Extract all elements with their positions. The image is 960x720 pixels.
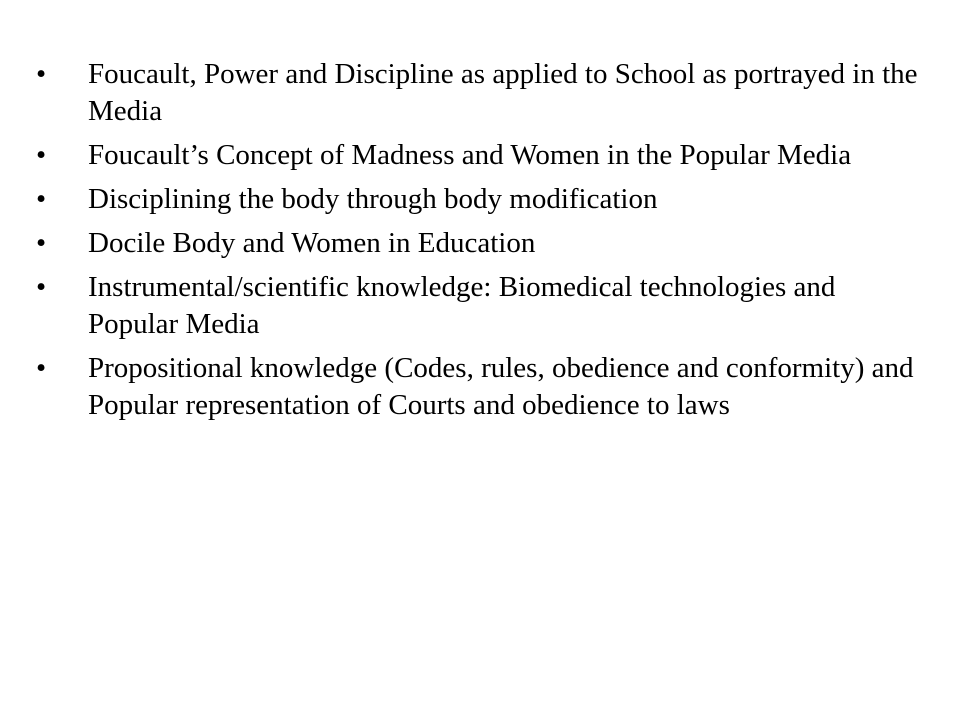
bullet-item-3: [0, 181, 960, 218]
bullet-item-5: [0, 269, 960, 343]
bullet-item-6: [0, 350, 960, 424]
bullet-text: Disciplining the body through body modification: [88, 183, 658, 215]
bullet-text: Instrumental/scientific knowledge: Biomedical technologies and Popular Media: [88, 271, 836, 340]
bullet-mark: •: [36, 227, 47, 259]
bullet-text: Docile Body and Women in Education: [88, 227, 536, 259]
bullet-text: Foucault, Power and Discipline as applied to School as portrayed in the Media: [88, 58, 918, 127]
bullet-item-1: [0, 56, 960, 130]
bullet-mark: •: [36, 352, 47, 384]
bullet-item-4: [0, 225, 960, 262]
bullet-mark: •: [36, 271, 47, 303]
bullet-mark: •: [36, 183, 47, 215]
bullet-mark: •: [36, 58, 47, 90]
bullet-text: Foucault’s Concept of Madness and Women in the Popular Media: [88, 139, 852, 171]
bullet-text: Propositional knowledge (Codes, rules, obedience and conformity) and Popular representation of Courts and obedience to laws: [88, 352, 914, 421]
bullet-list: [0, 56, 960, 431]
bullet-item-2: [0, 137, 960, 174]
bullet-mark: •: [36, 139, 47, 171]
